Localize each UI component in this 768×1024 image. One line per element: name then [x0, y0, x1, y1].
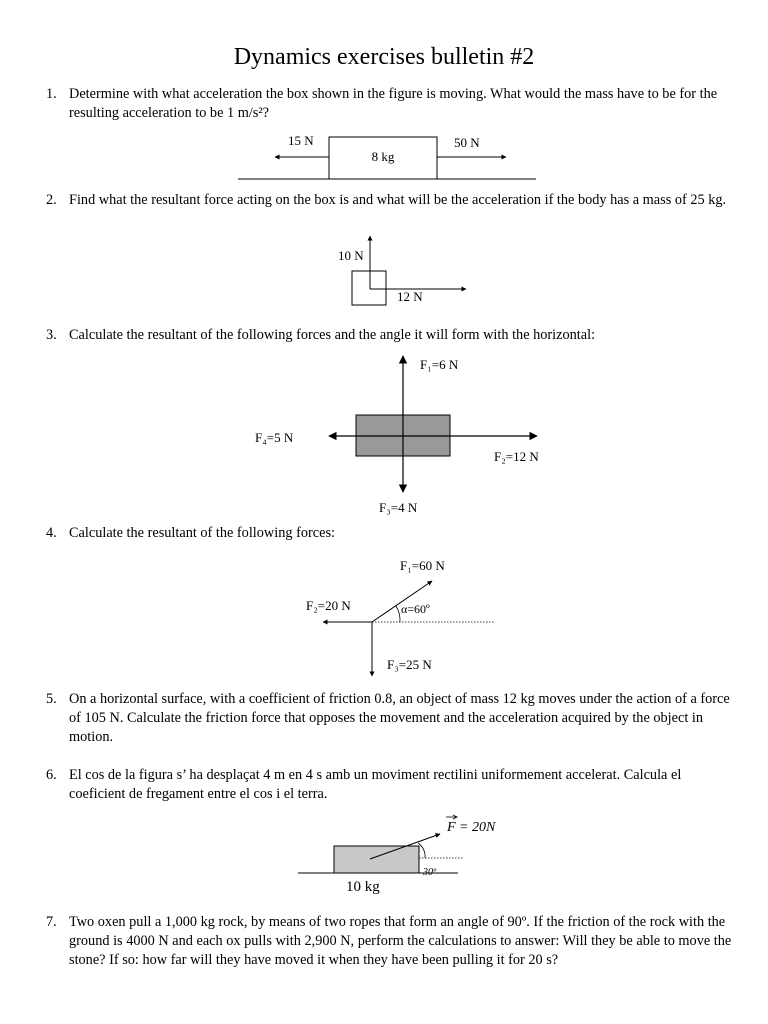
- angle-label: 30º: [423, 867, 437, 878]
- f2-label: F₂=20 N: [306, 598, 351, 613]
- question-number: 6.: [46, 767, 57, 783]
- question-number: 2.: [46, 192, 57, 208]
- f2-label: F₂=12 N: [494, 449, 539, 464]
- figure-3: [255, 356, 539, 515]
- question-text: Two oxen pull a 1,000 kg rock, by means of two ropes that form an angle of 90º. If the friction of the rock with the ground is 4000 N and each ox pulls with 2,900 N, perform the calculations to answer: Will they be able to move the stone? If so: how far will they have moved it when they have been pulling it for 20 s?: [69, 914, 732, 968]
- up-force-label: 10 N: [338, 248, 364, 263]
- angle-arc: [396, 606, 400, 622]
- question-number: 3.: [46, 327, 57, 343]
- right-force-label: 12 N: [397, 289, 423, 304]
- question-4: [46, 524, 736, 543]
- box: [352, 271, 386, 305]
- box-mass-label: 8 kg: [371, 149, 395, 164]
- angle-label: α=60º: [401, 602, 430, 616]
- question-6: [46, 766, 736, 804]
- mass-label: 10 kg: [346, 879, 380, 895]
- figure-4: [306, 558, 494, 676]
- figure-6: [298, 815, 496, 895]
- left-force-label: 15 N: [288, 133, 314, 148]
- question-5: [46, 690, 736, 747]
- question-text: Calculate the resultant of the following forces and the angle it will form with the horizontal:: [69, 327, 596, 343]
- f3-label: F₃=4 N: [379, 500, 418, 515]
- question-text: On a horizontal surface, with a coefficient of friction 0.8, an object of mass 12 kg moves under the action of a force of 105 N. Calculate the friction force that opposes the movement and the acceleration acquired by the object in motion.: [69, 691, 730, 745]
- force-label: = 20N: [459, 820, 496, 835]
- question-2: [46, 191, 736, 210]
- page-title: Dynamics exercises bulletin #2: [233, 44, 535, 70]
- f4-label: F₄=5 N: [255, 430, 294, 445]
- question-number: 4.: [46, 525, 57, 541]
- question-text: Calculate the resultant of the following forces:: [69, 525, 335, 541]
- force-symbol: F: [447, 820, 456, 835]
- question-7: [46, 913, 736, 970]
- question-number: 7.: [46, 914, 57, 930]
- f1-label: F₁=6 N: [420, 357, 459, 372]
- figure-1: [238, 133, 536, 179]
- question-3: [46, 326, 736, 345]
- question-text: Find what the resultant force acting on the box is and what will be the acceleration if the body has a mass of 25 kg.: [69, 192, 727, 208]
- right-force-label: 50 N: [454, 135, 480, 150]
- question-number: 1.: [46, 86, 57, 102]
- question-text: Determine with what acceleration the box shown in the figure is moving. What would the mass have to be for the resulting acceleration to be 1 m/s²?: [69, 86, 718, 121]
- box: [334, 846, 419, 873]
- question-number: 5.: [46, 691, 57, 707]
- question-text: El cos de la figura s’ ha desplaçat 4 m en 4 s amb un moviment rectilini uniformement accelerat. Calcula el coeficient de fregament entre el cos i el terra.: [69, 767, 682, 802]
- f1-label: F₁=60 N: [400, 558, 445, 573]
- f3-label: F₃=25 N: [387, 657, 432, 672]
- figure-2: [338, 236, 466, 305]
